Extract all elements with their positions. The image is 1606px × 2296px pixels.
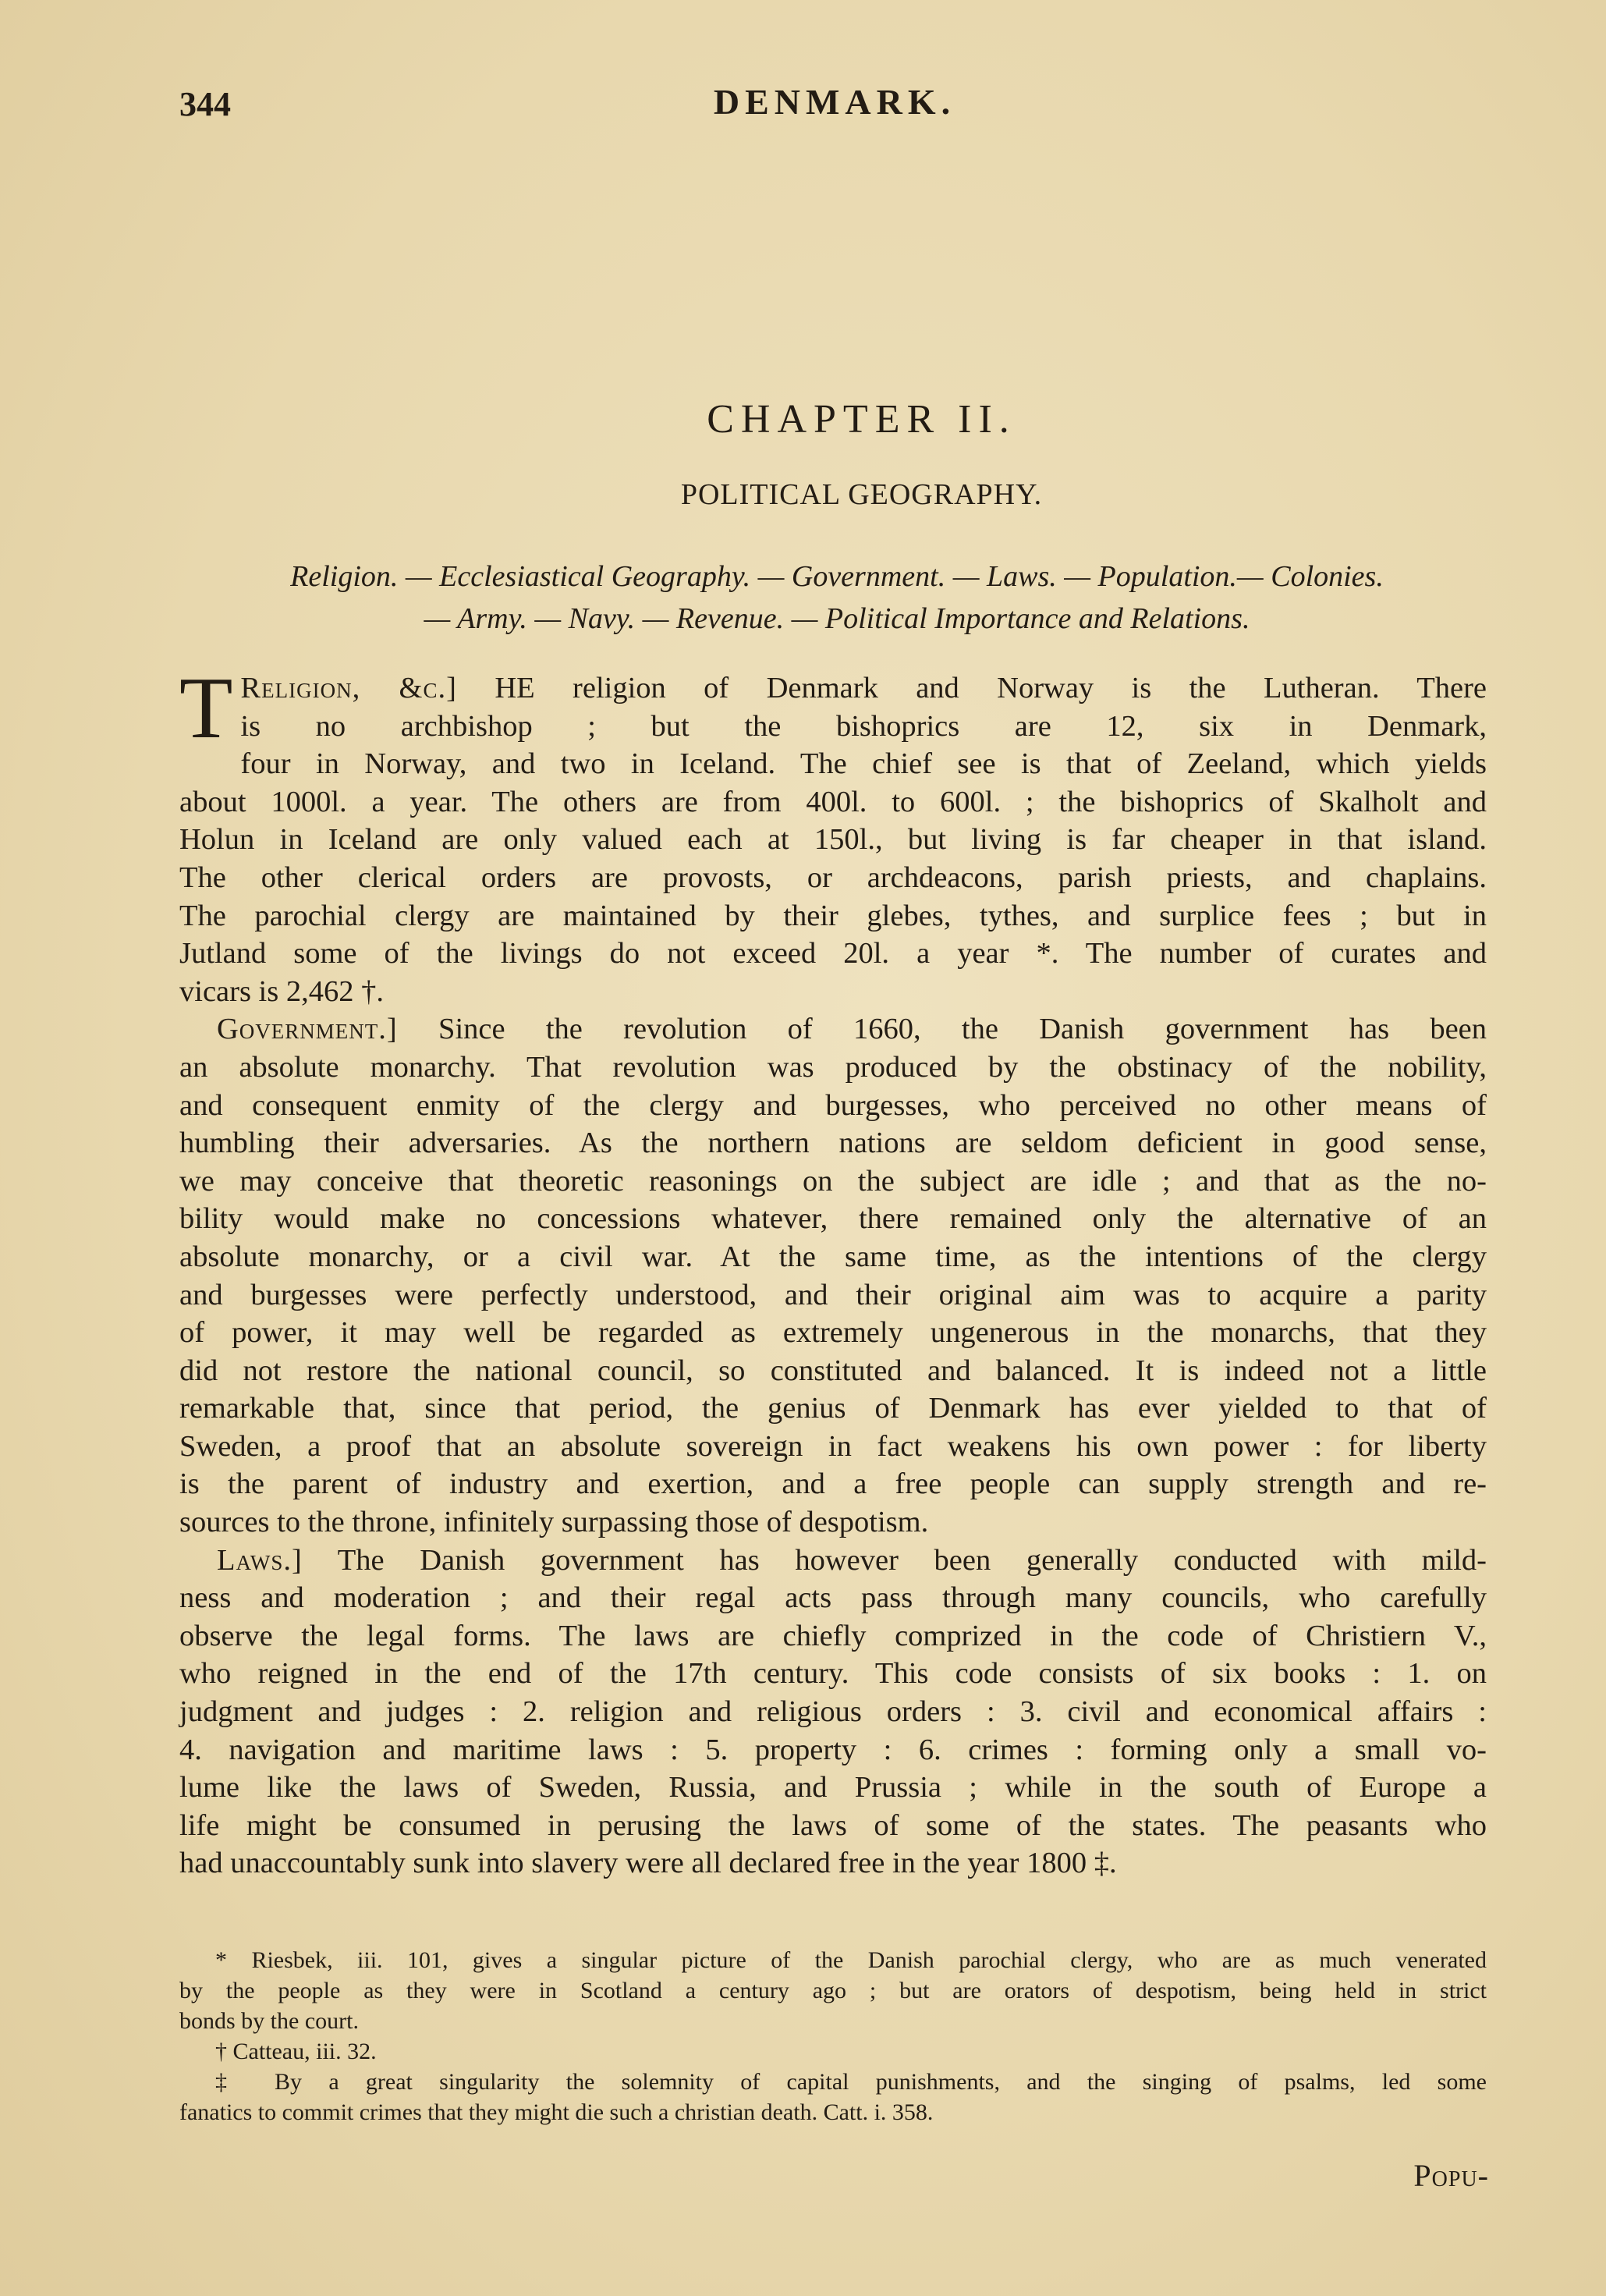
text-line: observe the legal forms. The laws are chiefly comprized in the code of Christiern V., (179, 1619, 1487, 1652)
side-heading-religion: Religion, &c.] (240, 672, 457, 704)
text-line: we may conceive that theoretic reasonings on the subject are idle ; and that as the no- (179, 1164, 1487, 1198)
side-heading-government: Government.] (217, 1013, 398, 1046)
argument-line: — Army. — Navy. — Revenue. — Political Importance and Relations. (424, 602, 1250, 635)
argument-line: Religion. — Ecclesiastical Geography. — Government. — Laws. — Population.— Colonies. (290, 560, 1384, 593)
text-line: sources to the throne, infinitely surpassing those of despotism. (179, 1506, 929, 1539)
text-line: and burgesses were perfectly understood, and their original aim was to acquire a parity (179, 1278, 1487, 1311)
text-line: 4. navigation and maritime laws : 5. property : 6. crimes : forming only a small vo- (179, 1733, 1487, 1766)
text-line: and consequent enmity of the clergy and burgesses, who perceived no other means of (179, 1088, 1487, 1122)
side-heading-laws: Laws.] (217, 1543, 303, 1577)
text-line: is no archbishop ; but the bishoprics are 12, six in Denmark, (240, 709, 1487, 743)
text-line: The other clerical orders are provosts, or archdeacons, parish priests, and chaplains. (179, 861, 1487, 894)
catchword: Popu- (1413, 2158, 1489, 2193)
chapter-argument (178, 555, 1496, 640)
footnote-line: * Riesbek, iii. 101, gives a singular picture of the Danish parochial clergy, who are as much venerated (215, 1947, 1487, 1973)
text-line: lume like the laws of Sweden, Russia, and Prussia ; while in the south of Europe a (179, 1771, 1487, 1805)
text-line: humbling their adversaries. As the northern nations are seldom deficient in good sense, (179, 1127, 1487, 1160)
text-line: ness and moderation ; and their regal acts pass through many councils, who carefully (179, 1581, 1487, 1615)
text-line: is the parent of industry and exertion, and a free people can supply strength and re- (179, 1467, 1487, 1501)
text-line: Jutland some of the livings do not exceed 20l. a year *. The number of curates and (179, 937, 1487, 971)
text-line: who reigned in the end of the 17th century. This code consists of six books : 1. on (179, 1657, 1487, 1691)
text-line: absolute monarchy, or a civil war. At the same time, as the intentions of the clergy (179, 1240, 1487, 1273)
text-line: Holun in Iceland are only valued each at 150l., but living is far cheaper in that island. (179, 823, 1487, 857)
text-line: life might be consumed in perusing the laws of some of the states. The peasants who (179, 1808, 1487, 1842)
text-line: did not restore the national council, so constituted and balanced. It is indeed not a little (179, 1354, 1487, 1387)
running-head (179, 78, 1490, 133)
footnote-line: † Catteau, iii. 32. (215, 2039, 377, 2064)
chapter-title: CHAPTER II. (707, 397, 1016, 442)
footnotes (179, 1945, 1487, 2127)
text-line: of power, it may well be regarded as extremely ungenerous in the monarchs, that they (179, 1316, 1487, 1350)
text-line: had unaccountably sunk into slavery were all declared free in the year 1800 ‡. (179, 1847, 1117, 1880)
footnote-line: ‡ By a great singularity the solemnity of capital punishments, and the singing of psalms, led some (215, 2069, 1487, 2095)
text-line: Religion, &c.] T HE religion of Denmark and Norway is the Lutheran. There (179, 660, 1487, 757)
footnote-line: by the people as they were in Scotland a century ago ; but are orators of despotism, being held in strict (179, 1978, 1487, 2003)
chapter-subtitle: POLITICAL GEOGRAPHY. (680, 478, 1043, 511)
text-line: Laws.] The Danish government has however been generally conducted with mild- (217, 1543, 1487, 1577)
footnote-line: fanatics to commit crimes that they might die such a christian death. Catt. i. 358. (179, 2099, 934, 2125)
body-text (179, 660, 1487, 1883)
text-line: four in Norway, and two in Iceland. The chief see is that of Zeeland, which yields (240, 747, 1487, 781)
text-line: The parochial clergy are maintained by their glebes, tythes, and surplice fees ; but in (179, 899, 1487, 932)
page-number: 344 (179, 85, 231, 123)
footnote-line: bonds by the court. (179, 2008, 359, 2034)
text-line: Sweden, a proof that an absolute sovereign in fact weakens his own power : for liberty (179, 1429, 1487, 1463)
drop-cap: T (179, 660, 233, 757)
text-line: an absolute monarchy. That revolution was produced by the obstinacy of the nobility, (179, 1050, 1487, 1084)
text-line: judgment and judges : 2. religion and religious orders : 3. civil and economical affairs : (179, 1695, 1487, 1729)
text-line: remarkable that, since that period, the genius of Denmark has ever yielded to that of (179, 1392, 1487, 1425)
text-line: Government.] Since the revolution of 1660, the Danish government has been (217, 1013, 1487, 1046)
text-line: vicars is 2,462 †. (179, 974, 384, 1008)
text-line: bility would make no concessions whatever, there remained only the alternative of an (179, 1202, 1487, 1236)
text-line: about 1000l. a year. The others are from 400l. to 600l. ; the bishoprics of Skalholt and (179, 785, 1487, 818)
running-title: DENMARK. (713, 82, 956, 122)
